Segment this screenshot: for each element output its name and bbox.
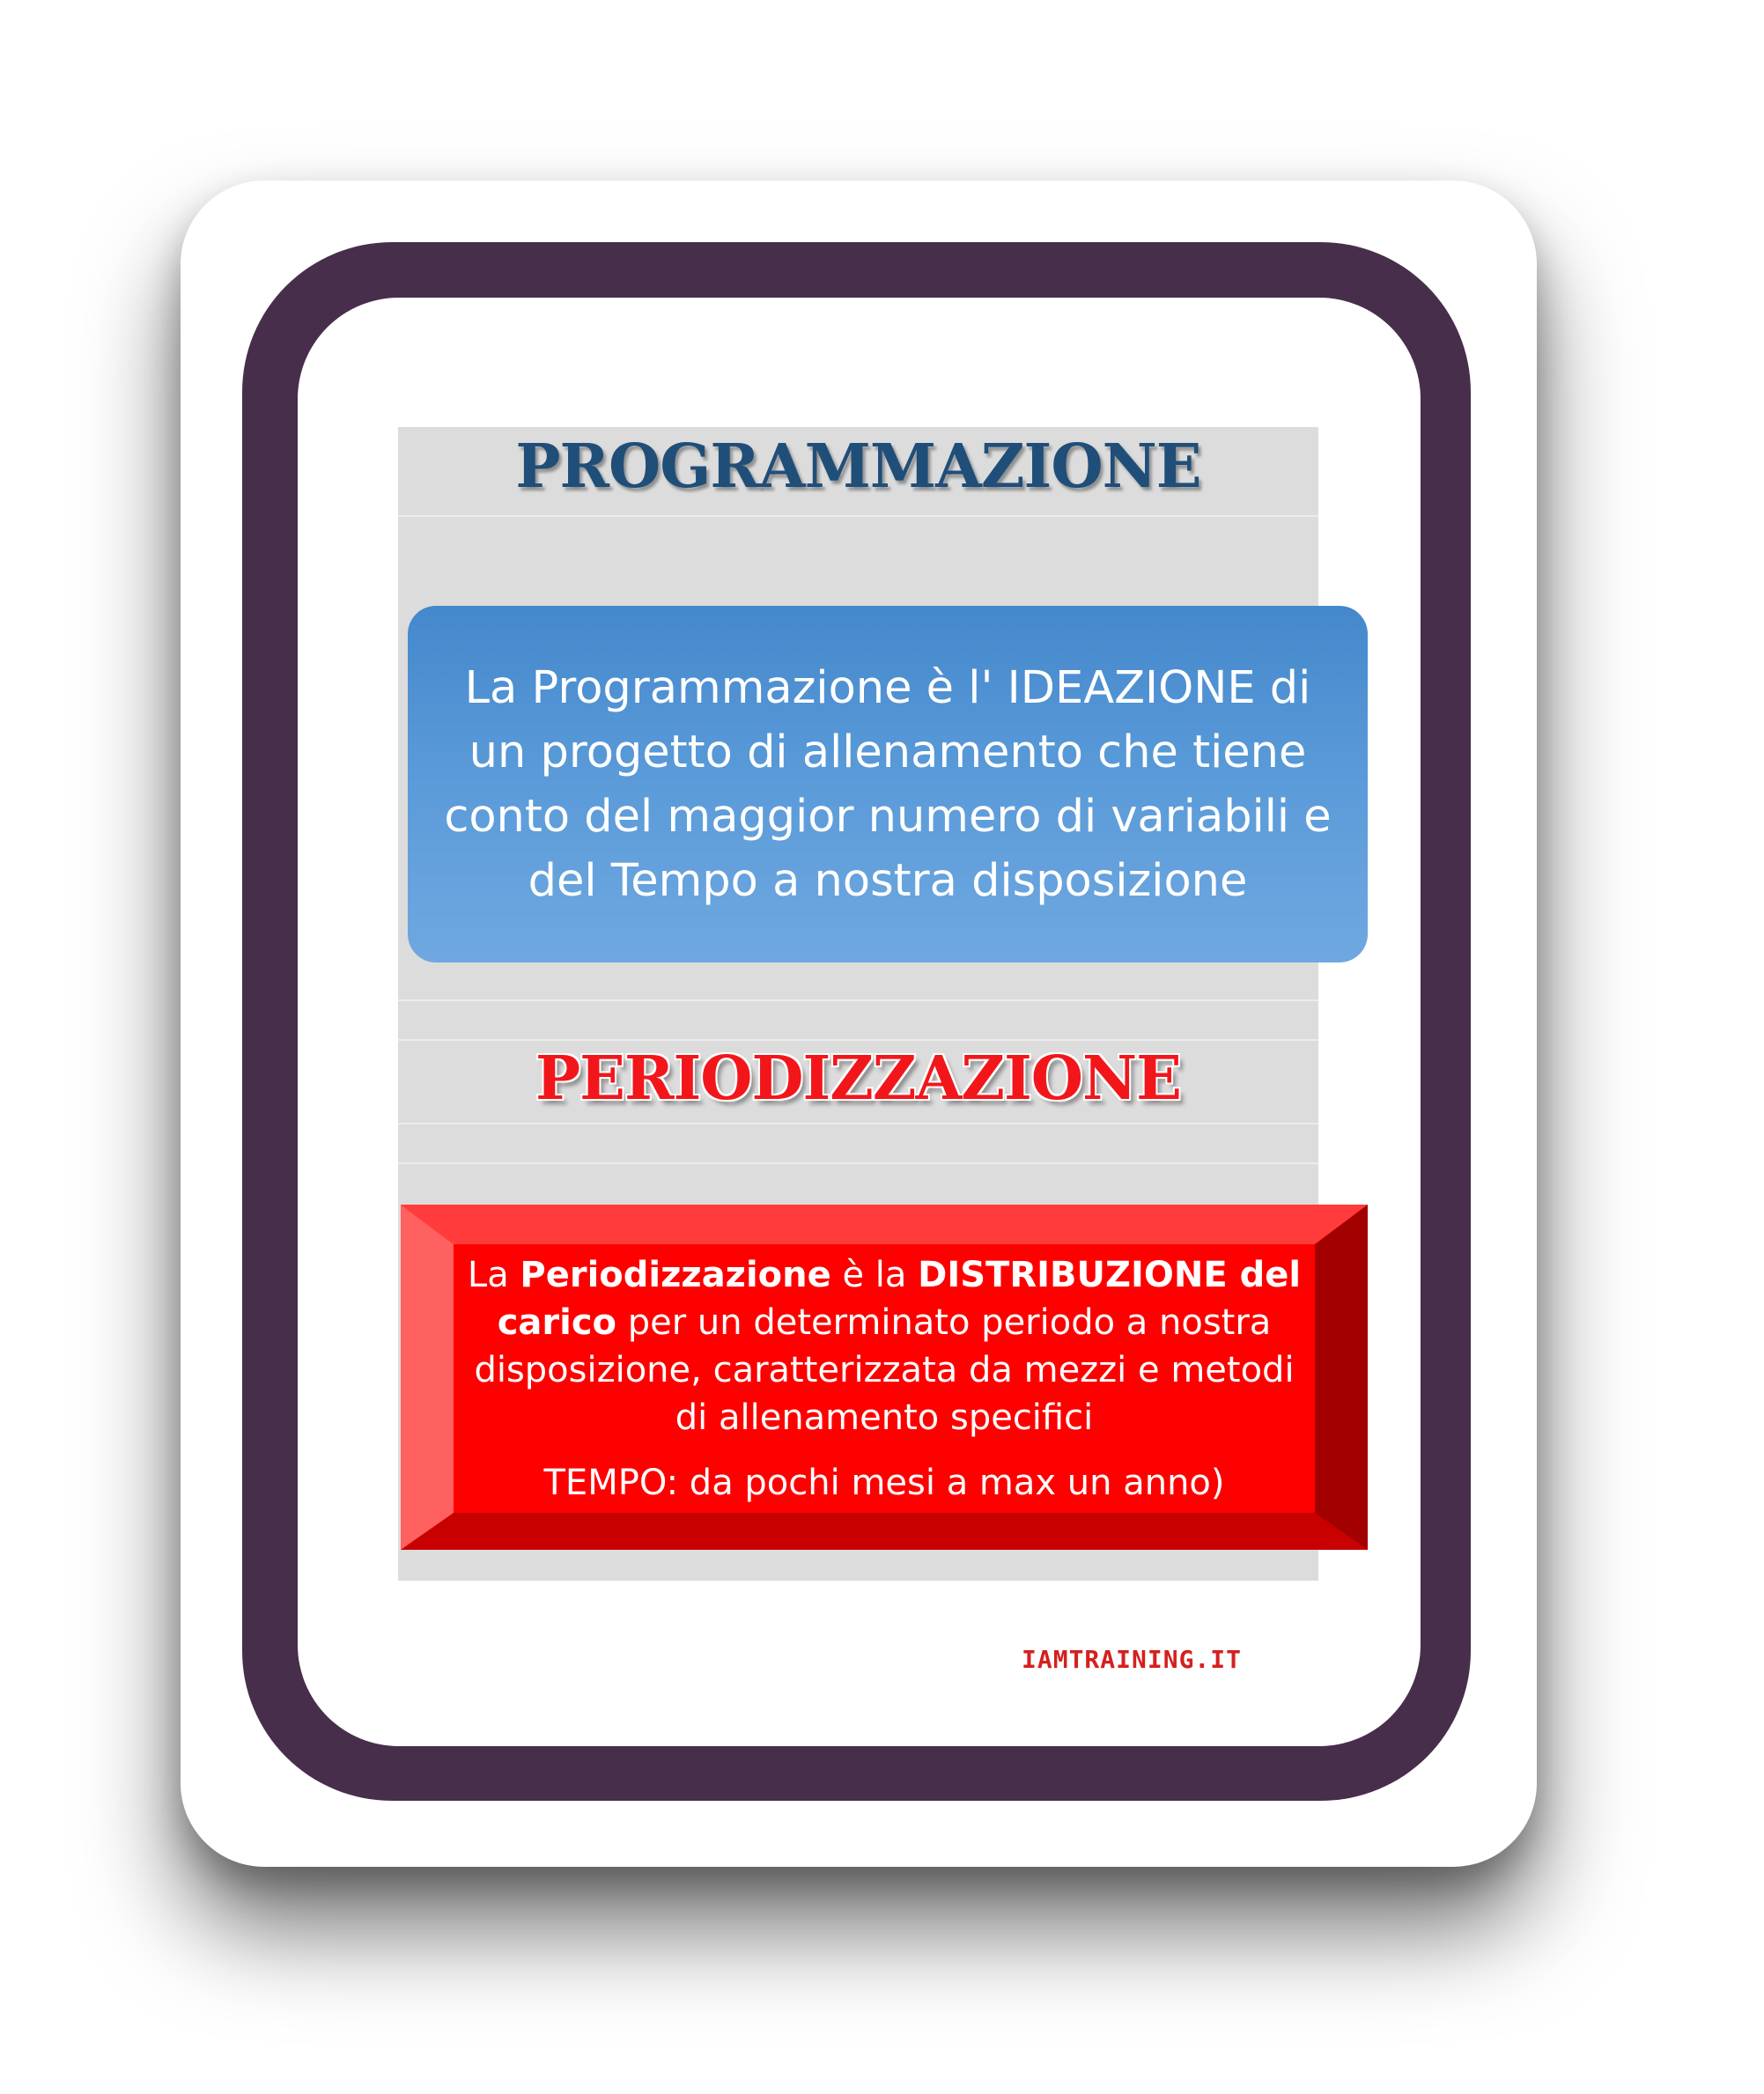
programmazione-description-box	[408, 606, 1368, 962]
site-watermark: IAMTRAINING.IT	[1022, 1645, 1243, 1674]
panel-divider	[398, 1123, 1318, 1124]
panel-divider	[398, 1039, 1318, 1041]
programmazione-title: PROGRAMMAZIONE	[515, 431, 1201, 502]
periodizzazione-description	[454, 1244, 1315, 1513]
tempo-line: TEMPO: da pochi mesi a max un anno)	[543, 1462, 1225, 1503]
periodizzazione-description-box	[401, 1205, 1368, 1550]
programmazione-description: La Programmazione è l' IDEAZIONE di un progetto di allenamento che tiene conto del maggior numero di variabili e del Tempo a nostra disposizione	[444, 661, 1332, 907]
panel-divider	[398, 1162, 1318, 1164]
periodizzazione-paragraph: La Periodizzazione è la DISTRIBUZIONE del carico per un determinato periodo a nostra disposizione, caratterizzata da mezzi e metodi di allenamento specifici	[467, 1254, 1302, 1438]
periodizzazione-title: PERIODIZZAZIONE	[535, 1043, 1181, 1114]
panel-divider	[398, 515, 1318, 517]
panel-divider	[398, 999, 1318, 1001]
